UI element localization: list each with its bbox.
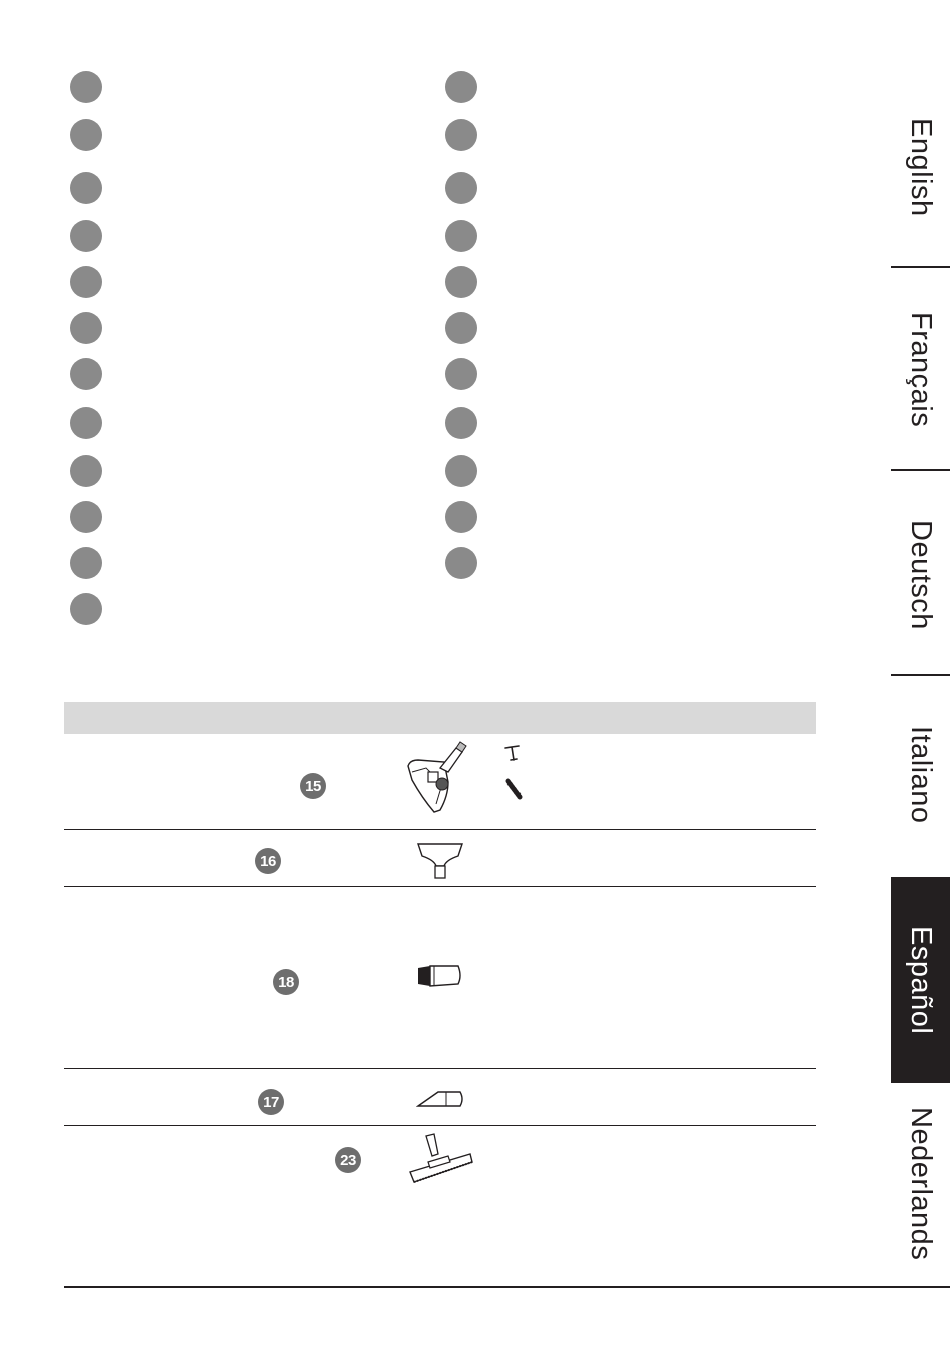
part-marker <box>445 71 477 103</box>
parquet-brush-icon <box>408 1132 474 1188</box>
tab-english[interactable] <box>891 104 950 230</box>
page-bottom-rule <box>64 1286 950 1288</box>
turbo-floor-brush-icon <box>404 738 468 814</box>
part-marker <box>70 358 102 390</box>
part-marker <box>445 501 477 533</box>
part-marker <box>70 220 102 252</box>
tab-label: Français <box>905 312 937 428</box>
part-marker <box>445 119 477 151</box>
part-marker <box>70 407 102 439</box>
part-marker <box>445 266 477 298</box>
tab-label: Español <box>905 925 937 1035</box>
crevice-tool-icon <box>416 1086 466 1112</box>
table-row-divider <box>64 886 816 887</box>
tab-label: Deutsch <box>905 520 937 630</box>
part-marker <box>70 71 102 103</box>
part-marker <box>70 593 102 625</box>
accessory-number-badge: 23 <box>335 1147 361 1173</box>
upholstery-nozzle-icon <box>414 840 466 880</box>
part-marker <box>445 547 477 579</box>
tab-label: English <box>905 117 937 217</box>
tab-divider <box>891 469 950 471</box>
accessories-table-header <box>64 702 816 734</box>
accessory-number-badge: 16 <box>255 848 281 874</box>
part-marker <box>445 220 477 252</box>
tab-label: Nederlands <box>905 1107 937 1261</box>
roller-brush-icon <box>503 778 525 802</box>
part-marker <box>70 266 102 298</box>
table-row-divider <box>64 1125 816 1126</box>
part-marker <box>445 358 477 390</box>
part-marker <box>70 119 102 151</box>
part-marker <box>445 172 477 204</box>
tab-nederlands[interactable] <box>891 1098 950 1270</box>
part-marker <box>70 501 102 533</box>
table-row-divider <box>64 1068 816 1069</box>
tab-italiano[interactable] <box>891 712 950 838</box>
accessory-number-badge: 17 <box>258 1089 284 1115</box>
bristle-strip-icon <box>503 742 525 764</box>
part-marker <box>70 312 102 344</box>
accessory-number-badge: 18 <box>273 969 299 995</box>
tab-divider <box>891 266 950 268</box>
accessory-number-badge: 15 <box>300 773 326 799</box>
part-marker <box>445 312 477 344</box>
part-marker <box>70 172 102 204</box>
tab-deutsch[interactable] <box>891 505 950 645</box>
dusting-brush-icon <box>416 962 464 992</box>
tab-divider <box>891 674 950 676</box>
part-marker <box>445 455 477 487</box>
tab-espanol[interactable] <box>891 877 950 1083</box>
part-marker <box>445 407 477 439</box>
tab-francais[interactable] <box>891 300 950 440</box>
part-marker <box>70 455 102 487</box>
tab-label: Italiano <box>905 726 937 824</box>
part-marker <box>70 547 102 579</box>
table-row-divider <box>64 829 816 830</box>
